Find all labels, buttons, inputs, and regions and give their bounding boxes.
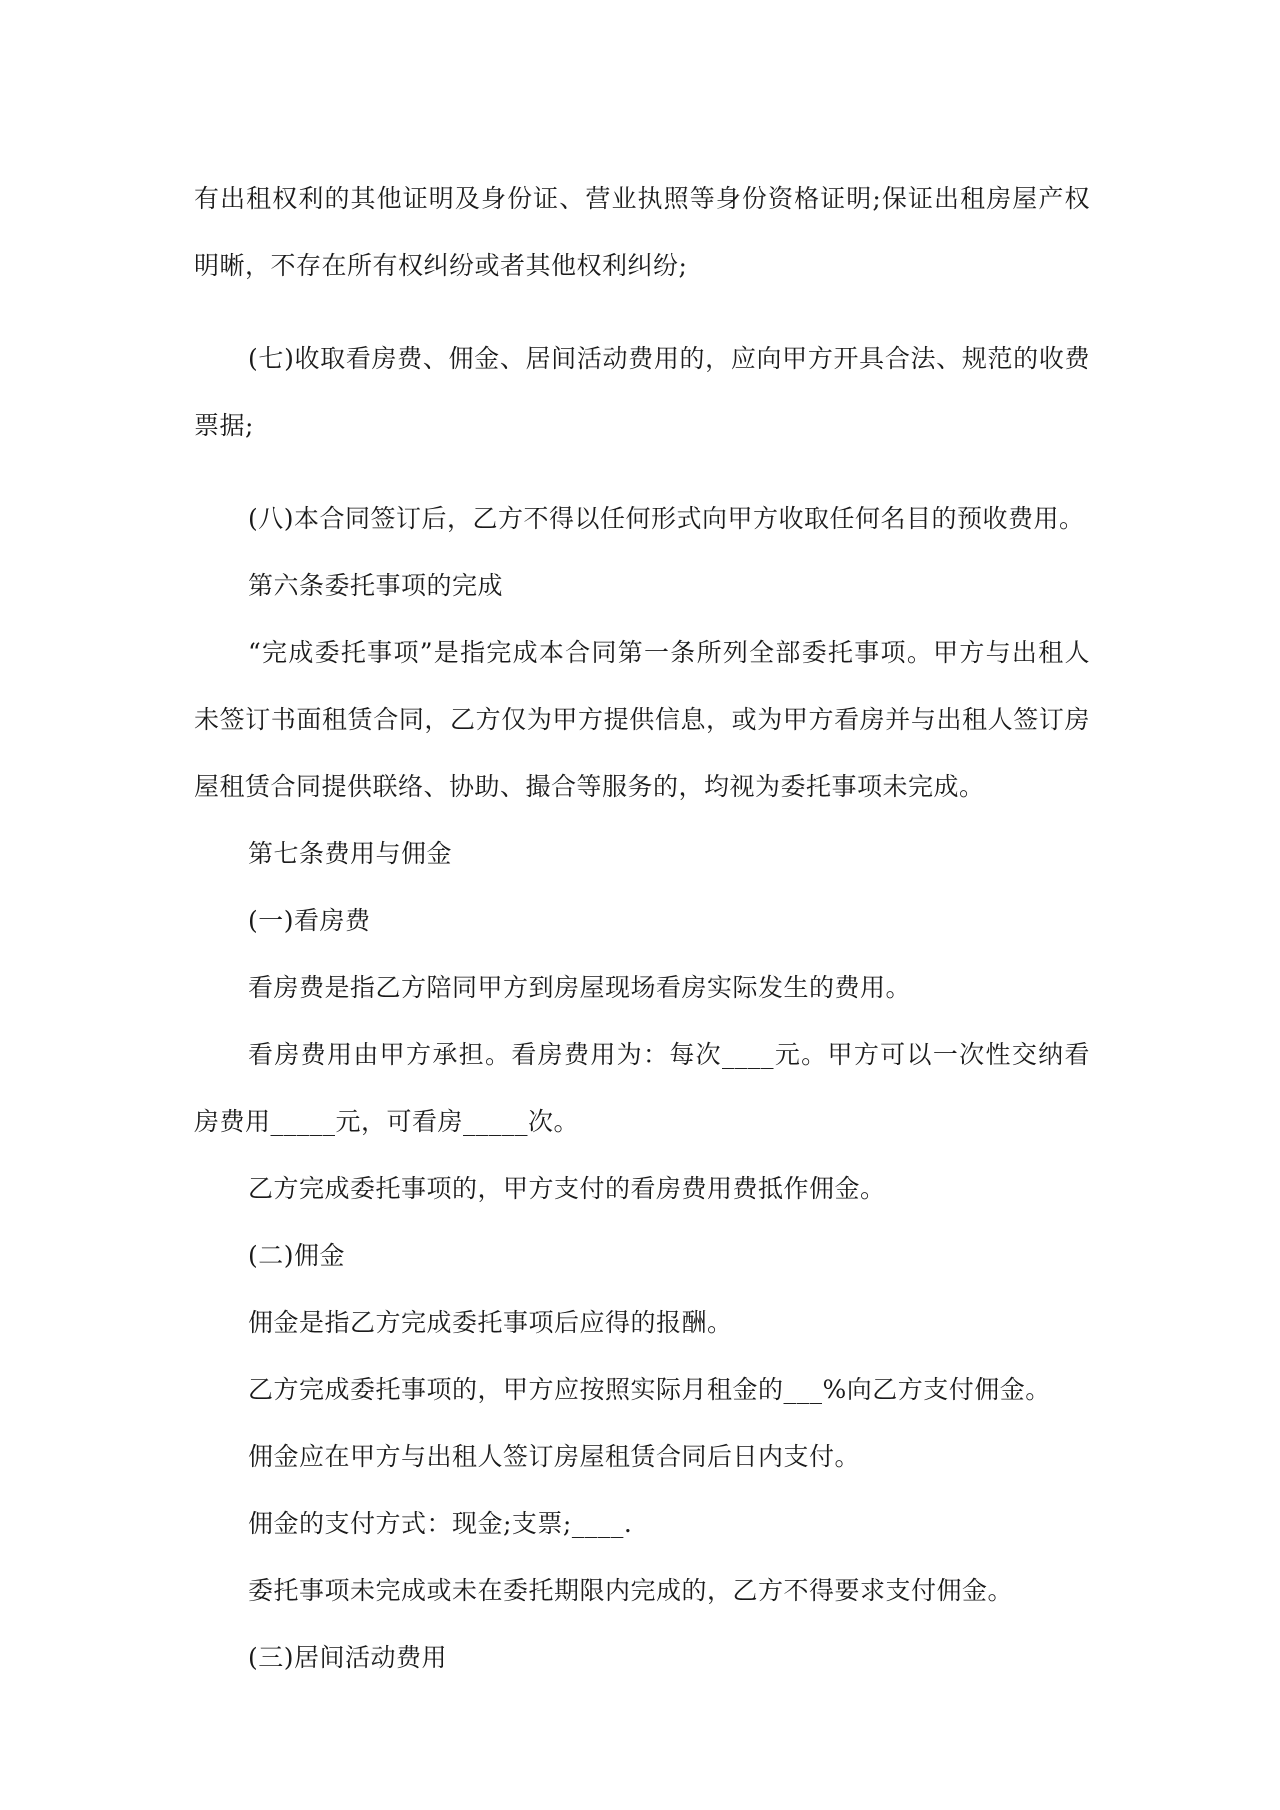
paragraph: 佣金的支付方式：现金;支票;____. (248, 1509, 633, 1538)
paragraph: 委托事项未完成或未在委托期限内完成的，乙方不得要求支付佣金。 (248, 1576, 1014, 1605)
paragraph: (七)收取看房费、佣金、居间活动费用的，应向甲方开具合法、规范的收费票据; (194, 344, 1090, 440)
paragraph: “完成委托事项”是指完成本合同第一条所列全部委托事项。甲方与出租人未签订书面租赁合同，乙方仅为甲方提供信息，或为甲方看房并与出租人签订房屋租赁合同提供联络、协助、撮合等服务的，均视为委托事项未完成。 (194, 638, 1090, 801)
section-heading: 第七条费用与佣金 (248, 839, 453, 868)
paragraph: 看房费是指乙方陪同甲方到房屋现场看房实际发生的费用。 (248, 973, 912, 1002)
paragraph: 乙方完成委托事项的，甲方支付的看房费用费抵作佣金。 (248, 1174, 886, 1203)
paragraph: 乙方完成委托事项的，甲方应按照实际月租金的___%向乙方支付佣金。 (248, 1375, 1051, 1404)
paragraph: (八)本合同签订后，乙方不得以任何形式向甲方收取任何名目的预收费用。 (248, 504, 1085, 533)
paragraph: 看房费用由甲方承担。看房费用为：每次____元。甲方可以一次性交纳看房费用_____元，可看房_____次。 (194, 1040, 1090, 1136)
section-heading: 第六条委托事项的完成 (248, 571, 504, 600)
subsection-heading: (二)佣金 (248, 1241, 346, 1270)
paragraph: 佣金是指乙方完成委托事项后应得的报酬。 (248, 1308, 733, 1337)
subsection-heading: (一)看房费 (248, 906, 371, 935)
paragraph: 佣金应在甲方与出租人签订房屋租赁合同后日内支付。 (248, 1442, 861, 1471)
paragraph: 有出租权利的其他证明及身份证、营业执照等身份资格证明;保证出租房屋产权明晰，不存在所有权纠纷或者其他权利纠纷; (194, 184, 1090, 280)
subsection-heading: (三)居间活动费用 (248, 1643, 448, 1672)
